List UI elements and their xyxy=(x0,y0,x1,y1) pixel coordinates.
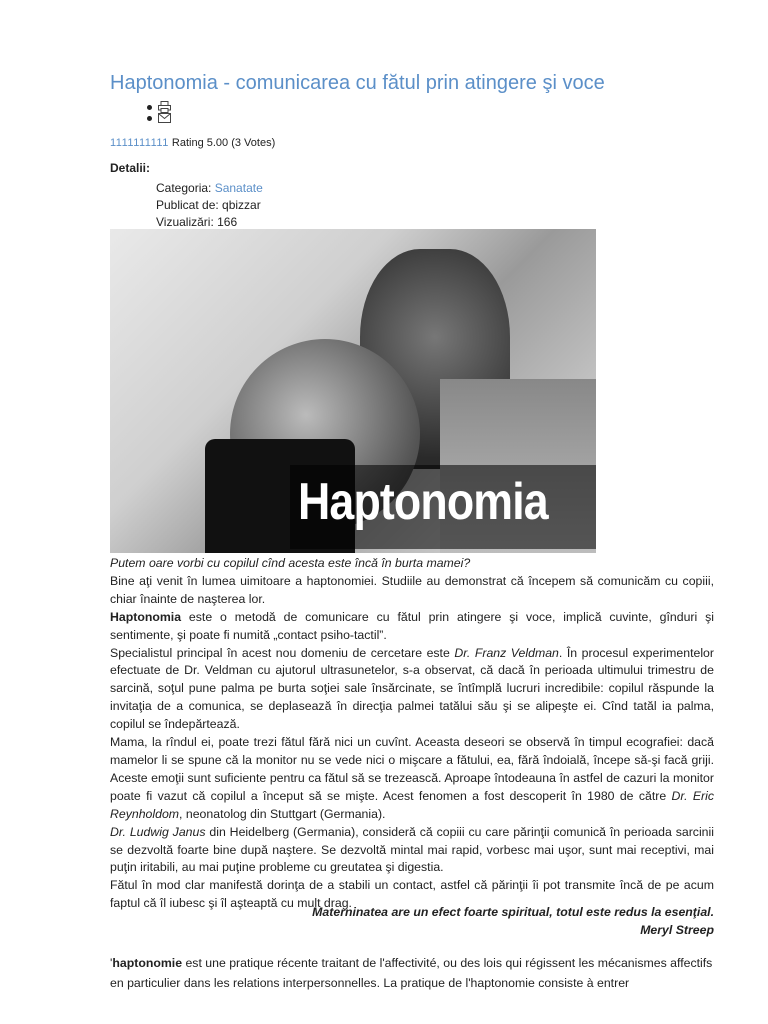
rating-text: Rating 5.00 (3 Votes) xyxy=(168,137,276,149)
print-action[interactable] xyxy=(147,101,171,113)
name-veldman: Dr. Franz Veldman xyxy=(454,645,559,660)
paragraph-4-b: , neonatolog din Stuttgart (Germania). xyxy=(179,806,386,821)
bullet xyxy=(147,105,152,110)
paragraph-1: Bine aţi venit în lumea uimitoare a haptonomiei. Studiile au demonstrat că începem să comunicăm cu copiii, chiar înainte de naşterea lor. xyxy=(110,573,714,606)
paragraph-3-b: . În procesul experimentelor efectuate de Dr. Veldman cu ajutorul ultrasunetelor, s-a observat, că dacă în perioada ultimului trimestru de sarcină, soţul pune palma pe burta soţiei sale însărcinate, se întîmplă lucruri incredibile: copilul răspunde la invitaţia de a comunica, se deplasează în direcţia palmei tatălui său şi se alipeşte ei. Cînd tatăl ia palma, copilul se îndepărtează. xyxy=(110,645,714,732)
paragraph-4-a: Mama, la rîndul ei, poate trezi fătul fără nici un cuvînt. Aceasta deseori se observă în timpul ecografiei: dacă mamelor li se spune că la monitor nu se vede nici o mişcare a fătului, ea, fără îndoială, începe să-şi facă griji. Aceste emoţii sunt suficiente pentru ca fătul să se trezească. Aproape întodeauna în astfel de cazuri la monitor poate fi vazut că copilul a început să se mişte. Acest fenomen a fost descoperit în 1980 de către xyxy=(110,735,714,803)
paragraph-2 xyxy=(110,609,714,645)
french-prefix: ' xyxy=(110,956,113,970)
article-body xyxy=(110,555,714,913)
paragraph-3-a: Specialistul principal în acest nou domeniu de cercetare este xyxy=(110,645,455,660)
paragraph-6: Fătul în mod clar manifestă dorinţa de a stabili un contact, astfel că părinţii îi pot transmite încă de pe acum faptul că îl iubesc şi îl aşteaptă cu mult drag. xyxy=(110,878,714,911)
paragraph-3 xyxy=(110,645,714,735)
name-reynholdom: Dr. Eric Reynholdom xyxy=(110,788,715,821)
name-janus: Dr. Ludwig Janus xyxy=(110,824,206,839)
email-icon[interactable] xyxy=(158,113,171,123)
french-paragraph xyxy=(110,953,714,993)
quote-text: Materninatea are un efect foarte spiritual, totul este redus la esenţial. xyxy=(312,905,714,919)
details-list xyxy=(156,180,263,231)
bullet xyxy=(147,116,152,121)
print-icon[interactable] xyxy=(158,101,171,113)
image-caption-text: Haptonomia xyxy=(298,473,548,531)
category-label: Categoria: xyxy=(156,181,215,195)
french-term: haptonomie xyxy=(112,956,183,970)
rating xyxy=(110,137,275,149)
email-action[interactable] xyxy=(147,113,171,123)
quote-author: Meryl Streep xyxy=(640,922,714,937)
paragraph-5 xyxy=(110,824,714,878)
paragraph-4 xyxy=(110,734,714,824)
category-row xyxy=(156,180,263,197)
article-image xyxy=(110,229,596,553)
paragraph-2-text: este o metodă de comunicare cu fătul prin atingere şi voce, implică cuvinte, gînduri şi sentimente, şi poate fi numită „contact psiho-tactil”. xyxy=(110,609,714,642)
paragraph-5-text: din Heidelberg (Germania), consideră că copiii cu care părinţii comunică în perioada sarcinii se dezvoltă foarte bine după naştere. Se dezvoltă mintal mai rapid, vorbesc mai uşor, sunt mai receptivi, mai puţin iritabili, au mai puţine probleme cu greutatea şi digestia. xyxy=(110,824,714,875)
published-by: Publicat de: qbizzar xyxy=(156,198,261,212)
intro-question xyxy=(110,555,714,573)
haptonomia-term: Haptonomia xyxy=(110,609,182,624)
rating-stars[interactable]: 1111111111 xyxy=(110,137,169,149)
article-actions xyxy=(147,101,171,123)
details-label: Detalii: xyxy=(110,161,151,175)
category-link[interactable]: Sanatate xyxy=(214,181,263,195)
quote-block xyxy=(110,904,714,940)
page-title: Haptonomia - comunicarea cu fătul prin atingere şi voce xyxy=(110,72,605,94)
french-text: est une pratique récente traitant de l'affectivité, ou des lois qui régissent les mécanismes affectifs en particulier dans les relations interpersonnelles. La pratique de l'haptonomie consiste à entrer xyxy=(110,956,713,990)
views-count: Vizualizări: 166 xyxy=(156,215,238,229)
intro-italic: Putem oare vorbi cu copilul cînd acesta este încă în burta mamei? xyxy=(110,556,471,570)
